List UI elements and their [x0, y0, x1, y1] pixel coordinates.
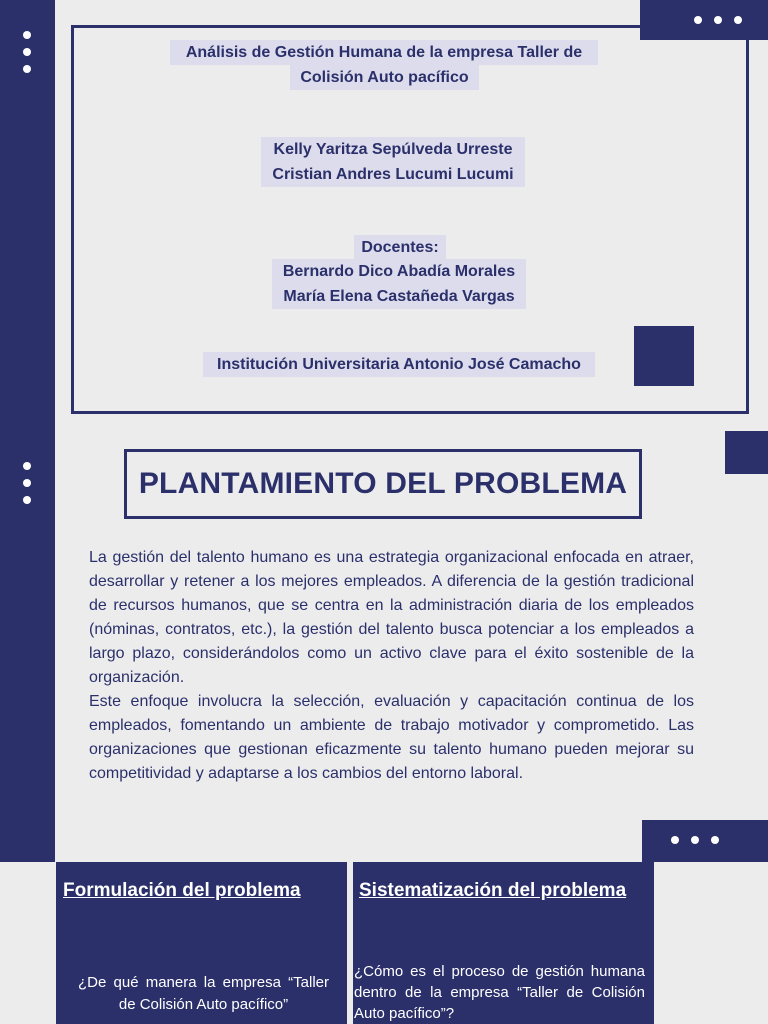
author-name: Kelly Yaritza Sepúlveda Urreste [261, 137, 525, 162]
square-decoration-icon [725, 431, 768, 474]
document-title-line2: Colisión Auto pacífico [290, 65, 479, 90]
sistematizacion-title: Sistematización del problema [359, 880, 627, 901]
problem-statement [89, 546, 694, 786]
docentes-label: Docentes: [354, 235, 446, 260]
section-title: PLANTAMIENTO DEL PROBLEMA [138, 467, 628, 500]
dots-decoration-icon [23, 31, 31, 73]
paragraph: La gestión del talento humano es una estrategia organizacional enfocada en atraer, desarrollar y retener a los mejores empleados. A diferencia de la gestión tradicional de recursos humanos, que se centra en la administración diaria de los empleados (nóminas, contratos, etc.), la gestión del talento busca potenciar a los empleados a largo plazo, considerándolos como un activo clave para el éxito sostenible de la organización. [89, 549, 694, 686]
left-decorative-bar [0, 0, 55, 862]
square-decoration-icon [634, 326, 694, 386]
dots-decoration-icon [671, 836, 719, 844]
dots-decoration-icon [694, 16, 742, 24]
document-title-line1: Análisis de Gestión Humana de la empresa Taller de [170, 40, 598, 65]
formulacion-text: ¿De qué manera la empresa “Taller de Colisión Auto pacífico” [78, 974, 329, 1013]
formulacion-title: Formulación del problema [63, 880, 301, 901]
section-title-box [124, 449, 642, 519]
author-name: Cristian Andres Lucumi Lucumi [261, 162, 525, 187]
dots-decoration-icon [23, 462, 31, 504]
paragraph: Este enfoque involucra la selección, evaluación y capacitación continua de los empleados, fomentando un ambiente de trabajo motivador y comprometido. Las organizaciones que gestionan eficazmente su talento humano pueden mejorar su competitividad y adaptarse a los cambios del entorno laboral. [89, 693, 694, 782]
bottom-right-tab [642, 820, 768, 862]
sistematizacion-text: ¿Cómo es el proceso de gestión humana dentro de la empresa “Taller de Colisión Auto pacífico”? [354, 963, 645, 1022]
formulacion-column [56, 862, 347, 1024]
institution-name: Institución Universitaria Antonio José Camacho [203, 352, 595, 377]
docente-name: María Elena Castañeda Vargas [272, 284, 526, 309]
docente-name: Bernardo Dico Abadía Morales [272, 259, 526, 284]
sistematizacion-column [353, 862, 654, 1024]
